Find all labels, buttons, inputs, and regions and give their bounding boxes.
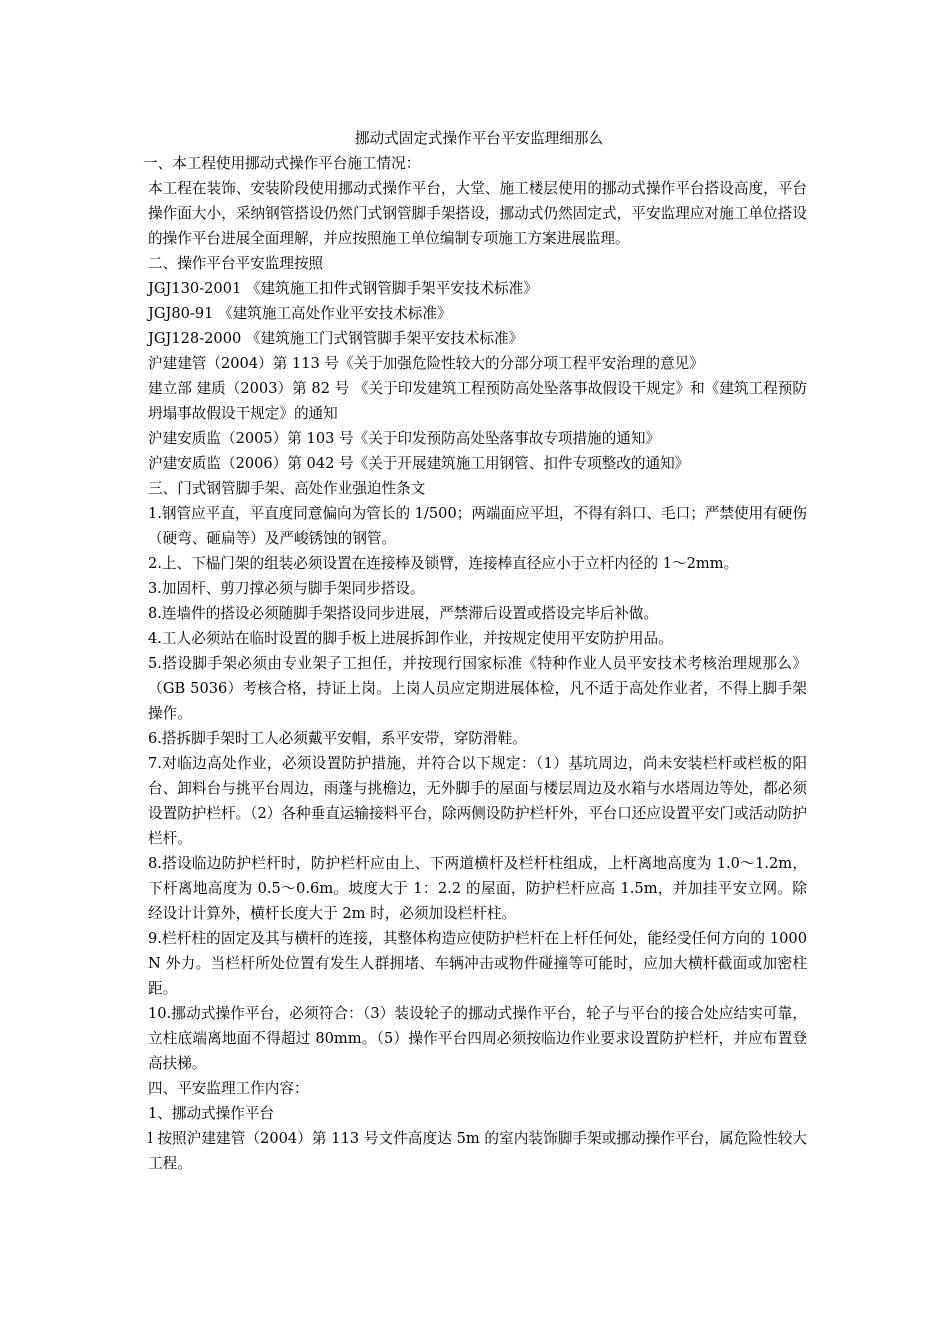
- document-paragraph: 一、本工程使用挪动式操作平台施工情况：: [143, 155, 421, 172]
- document-paragraph: 8.连墙件的搭设必须随脚手架搭设同步进展，严禁滞后设置或搭设完毕后补做。: [148, 605, 659, 622]
- document-paragraph: JGJ80-91 《建筑施工高处作业平安技术标准》: [148, 305, 452, 322]
- document-paragraph: 建立部 建质（2003）第 82 号 《关于印发建筑工程预防高处坠落事故假设干规定》和《建筑工程预防坍塌事故假设干规定》的通知: [148, 380, 807, 422]
- document-paragraph: 四、平安监理工作内容：: [148, 1080, 309, 1097]
- document-paragraph: JGJ128-2000 《建筑施工门式钢管脚手架平安技术标准》: [148, 330, 524, 347]
- document-paragraph: JGJ130-2001 《建筑施工扣件式钢管脚手架平安技术标准》: [148, 280, 538, 297]
- document-paragraph: 6.搭拆脚手架时工人必须戴平安帽，系平安带，穿防滑鞋。: [148, 730, 527, 747]
- document-paragraph: 沪建安质监（2006）第 042 号《关于开展建筑施工用钢管、扣件专项整改的通知》: [148, 455, 690, 472]
- document-paragraph: 三、门式钢管脚手架、高处作业强迫性条文: [148, 480, 426, 497]
- document-paragraph: 9.栏杆柱的固定及其与横杆的连接，其整体构造应使防护栏杆在上杆任何处，能经受任何方向的 1000N 外力。当栏杆所处位置有发生人群拥堵、车辆冲击或物件碰撞等可能时，应加大横杆截面或加密柱距。: [148, 930, 807, 997]
- document-paragraph: 2.上、下榀门架的组装必须设置在连接棒及锁臂，连接棒直径应小于立杆内径的 1～2mm。: [148, 555, 739, 572]
- document-paragraph: l 按照沪建建管（2004）第 113 号文件高度达 5m 的室内装饰脚手架或挪动操作平台，属危险性较大工程。: [148, 1130, 807, 1172]
- document-paragraph: 4.工人必须站在临时设置的脚手板上进展拆卸作业，并按规定使用平安防护用品。: [148, 630, 673, 647]
- document-paragraph: 7.对临边高处作业，必须设置防护措施，并符合以下规定：（1）基坑周边，尚未安装栏杆或栏板的阳台、卸料台与挑平台周边，雨蓬与挑檐边，无外脚手的屋面与楼层周边及水箱与水塔周边等处，都必须设置防护栏杆。（2）各种垂直运输接料平台，除两侧设防护栏杆外，平台口还应设置平安门或活动防护栏杆。: [148, 755, 807, 847]
- document-paragraph: 二、操作平台平安监理按照: [148, 255, 324, 272]
- document-paragraph: 1.钢管应平直，平直度同意偏向为管长的 1/500；两端面应平坦，不得有斜口、毛口；严禁使用有硬伤（硬弯、砸扁等）及严峻锈蚀的钢管。: [148, 505, 807, 547]
- document-paragraph: 沪建建管（2004）第 113 号《关于加强危险性较大的分部分项工程平安治理的意见》: [148, 355, 704, 372]
- document-paragraph: 本工程在装饰、安装阶段使用挪动式操作平台，大堂、施工楼层使用的挪动式操作平台搭设高度，平台操作面大小，采纳钢管搭设仍然门式钢管脚手架搭设，挪动式仍然固定式，平安监理应对施工单位搭设的操作平台进展全面理解，并应按照施工单位编制专项施工方案进展监理。: [148, 180, 807, 247]
- document-paragraph: 1、挪动式操作平台: [148, 1105, 275, 1122]
- document-paragraph: 8.搭设临边防护栏杆时，防护栏杆应由上、下两道横杆及栏杆柱组成，上杆离地高度为 1.0～1.2m，下杆离地高度为 0.5～0.6m。坡度大于 1：2.2 的屋面，防护栏杆应高 1.5m，并加挂平安立网。除经设计计算外，横杆长度大于 2m 时，必须加设栏杆柱。: [148, 855, 807, 922]
- document-paragraph: 3.加固杆、剪刀撑必须与脚手架同步搭设。: [148, 580, 425, 597]
- document-paragraph: 10.挪动式操作平台，必须符合：（3）装设轮子的挪动式操作平台，轮子与平台的接合处应结实可靠，立柱底端离地面不得超过 80mm。（5）操作平台四周必须按临边作业要求设置防护栏杆，并应布置登高扶梯。: [148, 1005, 807, 1072]
- document-body: [143, 126, 807, 1176]
- document-title: 挪动式固定式操作平台平安监理细那么: [354, 130, 604, 147]
- document-paragraph: 5.搭设脚手架必须由专业架子工担任，并按现行国家标准《特种作业人员平安技术考核治理规那么》（GB 5036）考核合格，持证上岗。上岗人员应定期进展体检，凡不适于高处作业者，不得上脚手架操作。: [148, 655, 807, 722]
- document-paragraph: 沪建安质监（2005）第 103 号《关于印发预防高处坠落事故专项措施的通知》: [148, 430, 661, 447]
